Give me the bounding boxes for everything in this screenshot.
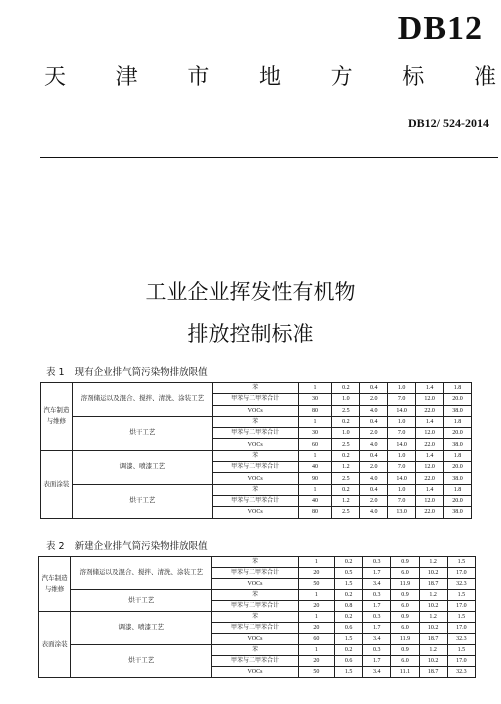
industry-group-cell: 表面涂装 — [41, 450, 73, 518]
pollutant-cell: 苯 — [212, 612, 299, 623]
process-cell: 烘干工艺 — [71, 645, 212, 678]
limit-value-cell: 12.0 — [416, 394, 444, 405]
limit-value-cell: 17.0 — [447, 623, 475, 634]
limit-value-cell: 10.2 — [419, 568, 447, 579]
limit-value-cell: 0.5 — [335, 568, 363, 579]
limit-value-cell: 90 — [298, 473, 332, 484]
standard-number: DB12/ 524-2014 — [408, 116, 489, 130]
limit-value-cell: 6.0 — [391, 601, 419, 612]
pollutant-cell: 甲苯与二甲苯合计 — [212, 601, 299, 612]
limit-value-cell: 2.5 — [332, 507, 360, 518]
limit-value-cell: 7.0 — [388, 462, 416, 473]
limit-value-cell: 50 — [298, 579, 334, 590]
process-cell: 烘干工艺 — [71, 590, 212, 612]
standard-name-char: 地 — [258, 65, 281, 90]
pollutant-cell: 苯 — [212, 383, 298, 394]
pollutant-cell: 甲苯与二甲苯合计 — [212, 623, 299, 634]
limit-value-cell: 32.3 — [447, 579, 475, 590]
limit-value-cell: 32.3 — [447, 634, 475, 645]
limit-value-cell: 22.0 — [416, 473, 444, 484]
pollutant-cell: VOCs — [212, 634, 299, 645]
limit-value-cell: 13.0 — [388, 507, 416, 518]
limit-value-cell: 1.2 — [332, 462, 360, 473]
pollutant-cell: VOCs — [212, 405, 298, 416]
limit-value-cell: 2.0 — [360, 462, 388, 473]
limit-value-cell: 1.4 — [416, 383, 444, 394]
limit-value-cell: 0.4 — [360, 484, 388, 495]
table1-caption — [46, 364, 218, 378]
limit-value-cell: 38.0 — [444, 507, 472, 518]
process-cell: 调漆、喷漆工艺 — [71, 612, 212, 645]
limit-value-cell: 80 — [298, 405, 332, 416]
limit-value-cell: 0.4 — [360, 383, 388, 394]
limit-value-cell: 17.0 — [447, 656, 475, 667]
limit-value-cell: 6.0 — [391, 656, 419, 667]
table2 — [38, 556, 476, 678]
pollutant-cell: VOCs — [212, 667, 299, 678]
limit-value-cell: 22.0 — [416, 439, 444, 450]
limit-value-cell: 14.0 — [388, 439, 416, 450]
limit-value-cell: 12.0 — [416, 495, 444, 506]
limit-value-cell: 1.5 — [447, 645, 475, 656]
document-title-line2: 排放控制标准 — [187, 322, 314, 346]
pollutant-cell: 甲苯与二甲苯合计 — [212, 495, 298, 506]
pollutant-cell: 苯 — [212, 645, 299, 656]
limit-value-cell: 1 — [298, 484, 332, 495]
limit-value-cell: 1.8 — [444, 416, 472, 427]
header-divider — [40, 157, 498, 158]
limit-value-cell: 1.2 — [419, 557, 447, 568]
limit-value-cell: 1.7 — [363, 656, 391, 667]
limit-value-cell: 1.0 — [332, 428, 360, 439]
limit-value-cell: 14.0 — [388, 473, 416, 484]
limit-value-cell: 12.0 — [416, 428, 444, 439]
limit-value-cell: 1.2 — [419, 590, 447, 601]
limit-value-cell: 11.9 — [391, 579, 419, 590]
standard-name-char: 市 — [187, 65, 210, 90]
limit-value-cell: 50 — [298, 667, 334, 678]
limit-value-cell: 0.6 — [335, 656, 363, 667]
limit-value-cell: 0.2 — [332, 383, 360, 394]
limit-value-cell: 2.5 — [332, 405, 360, 416]
limit-value-cell: 1 — [298, 590, 334, 601]
limit-value-cell: 30 — [298, 394, 332, 405]
limit-value-cell: 0.2 — [335, 612, 363, 623]
limit-value-cell: 22.0 — [416, 405, 444, 416]
limit-value-cell: 0.3 — [363, 590, 391, 601]
limit-value-cell: 1.0 — [388, 416, 416, 427]
limit-value-cell: 40 — [298, 495, 332, 506]
pollutant-cell: VOCs — [212, 579, 299, 590]
limit-value-cell: 1.2 — [332, 495, 360, 506]
pollutant-cell: 苯 — [212, 484, 298, 495]
limit-value-cell: 1.5 — [335, 634, 363, 645]
limit-value-cell: 1.0 — [388, 484, 416, 495]
limit-value-cell: 0.2 — [335, 645, 363, 656]
limit-value-cell: 0.9 — [391, 590, 419, 601]
pollutant-cell: 苯 — [212, 416, 298, 427]
limit-value-cell: 40 — [298, 462, 332, 473]
limit-value-cell: 38.0 — [444, 473, 472, 484]
limit-value-cell: 11.1 — [391, 667, 419, 678]
limit-value-cell: 4.0 — [360, 405, 388, 416]
pollutant-cell: 苯 — [212, 557, 299, 568]
pollutant-cell: 甲苯与二甲苯合计 — [212, 394, 298, 405]
limit-value-cell: 0.8 — [335, 601, 363, 612]
limit-value-cell: 7.0 — [388, 495, 416, 506]
limit-value-cell: 18.7 — [419, 634, 447, 645]
limit-value-cell: 11.9 — [391, 634, 419, 645]
limit-value-cell: 10.2 — [419, 623, 447, 634]
limit-value-cell: 0.3 — [363, 612, 391, 623]
limit-value-cell: 0.2 — [332, 450, 360, 461]
limit-value-cell: 12.0 — [416, 462, 444, 473]
table1-label: 表 1 — [46, 367, 65, 378]
limit-value-cell: 6.0 — [391, 623, 419, 634]
table2-title: 新建企业排气筒污染物排放限值 — [74, 541, 208, 552]
limit-value-cell: 60 — [298, 439, 332, 450]
pollutant-cell: 甲苯与二甲苯合计 — [212, 568, 299, 579]
limit-value-cell: 14.0 — [388, 405, 416, 416]
limit-value-cell: 7.0 — [388, 394, 416, 405]
limit-value-cell: 1 — [298, 645, 334, 656]
limit-value-cell: 1.8 — [444, 484, 472, 495]
limit-value-cell: 20 — [298, 601, 334, 612]
pollutant-cell: 苯 — [212, 450, 298, 461]
limit-value-cell: 1 — [298, 416, 332, 427]
limit-value-cell: 1.0 — [388, 450, 416, 461]
pollutant-cell: VOCs — [212, 507, 298, 518]
limit-value-cell: 1.8 — [444, 383, 472, 394]
limit-value-cell: 4.0 — [360, 473, 388, 484]
limit-value-cell: 10.2 — [419, 656, 447, 667]
standard-name-char: 准 — [473, 65, 496, 90]
process-cell: 烘干工艺 — [72, 484, 212, 518]
limit-value-cell: 2.5 — [332, 439, 360, 450]
pollutant-cell: 苯 — [212, 590, 299, 601]
limit-value-cell: 1.2 — [419, 645, 447, 656]
limit-value-cell: 0.9 — [391, 645, 419, 656]
table-row — [41, 450, 472, 461]
standard-code: DB12 — [397, 10, 483, 47]
limit-value-cell: 0.4 — [360, 450, 388, 461]
limit-value-cell: 22.0 — [416, 507, 444, 518]
limit-value-cell: 20 — [298, 656, 334, 667]
limit-value-cell: 30 — [298, 428, 332, 439]
limit-value-cell: 1.7 — [363, 568, 391, 579]
limit-value-cell: 1.7 — [363, 623, 391, 634]
process-cell: 溶剂储运以及混合、搅拌、清洗、涂装工艺 — [72, 383, 212, 417]
pollutant-cell: 甲苯与二甲苯合计 — [212, 462, 298, 473]
limit-value-cell: 0.6 — [335, 623, 363, 634]
limit-value-cell: 0.2 — [335, 557, 363, 568]
limit-value-cell: 2.0 — [360, 495, 388, 506]
process-cell: 烘干工艺 — [72, 416, 212, 450]
industry-group-cell: 汽车制造与维修 — [39, 557, 71, 612]
limit-value-cell: 1.4 — [416, 416, 444, 427]
table-row — [39, 612, 476, 623]
limit-value-cell: 0.9 — [391, 557, 419, 568]
table-row — [41, 484, 472, 495]
limit-value-cell: 17.0 — [447, 568, 475, 579]
limit-value-cell: 20.0 — [444, 462, 472, 473]
document-title-line1: 工业企业挥发性有机物 — [145, 280, 356, 304]
limit-value-cell: 1 — [298, 557, 334, 568]
standard-name-char: 标 — [402, 65, 425, 90]
table-row — [41, 383, 472, 394]
process-cell: 溶剂储运以及混合、搅拌、清洗、涂装工艺 — [71, 557, 212, 590]
limit-value-cell: 80 — [298, 507, 332, 518]
limit-value-cell: 20.0 — [444, 428, 472, 439]
limit-value-cell: 2.0 — [360, 428, 388, 439]
table1-title: 现有企业排气筒污染物排放限值 — [74, 367, 208, 378]
limit-value-cell: 1.7 — [363, 601, 391, 612]
limit-value-cell: 38.0 — [444, 405, 472, 416]
limit-value-cell: 1.5 — [447, 557, 475, 568]
table1 — [40, 382, 472, 519]
limit-value-cell: 1.0 — [388, 383, 416, 394]
limit-value-cell: 0.3 — [363, 645, 391, 656]
limit-value-cell: 0.2 — [332, 416, 360, 427]
industry-group-cell: 表面涂装 — [39, 612, 71, 678]
limit-value-cell: 17.0 — [447, 601, 475, 612]
standard-name-char: 方 — [330, 65, 353, 90]
limit-value-cell: 20.0 — [444, 394, 472, 405]
limit-value-cell: 1.0 — [332, 394, 360, 405]
table-row — [41, 416, 472, 427]
limit-value-cell: 1.5 — [447, 612, 475, 623]
limit-value-cell: 1.4 — [416, 484, 444, 495]
limit-value-cell: 1 — [298, 383, 332, 394]
limit-value-cell: 1.5 — [335, 579, 363, 590]
table-row — [39, 590, 476, 601]
table-row — [39, 645, 476, 656]
standard-name-char: 津 — [115, 65, 138, 90]
table2-label: 表 2 — [46, 541, 65, 552]
limit-value-cell: 0.2 — [335, 590, 363, 601]
pollutant-cell: VOCs — [212, 473, 298, 484]
limit-value-cell: 20 — [298, 568, 334, 579]
limit-value-cell: 60 — [298, 634, 334, 645]
limit-value-cell: 10.2 — [419, 601, 447, 612]
limit-value-cell: 20 — [298, 623, 334, 634]
limit-value-cell: 20.0 — [444, 495, 472, 506]
limit-value-cell: 1.8 — [444, 450, 472, 461]
pollutant-cell: 甲苯与二甲苯合计 — [212, 428, 298, 439]
limit-value-cell: 1 — [298, 450, 332, 461]
pollutant-cell: VOCs — [212, 439, 298, 450]
limit-value-cell: 4.0 — [360, 507, 388, 518]
limit-value-cell: 6.0 — [391, 568, 419, 579]
limit-value-cell: 1.4 — [416, 450, 444, 461]
limit-value-cell: 3.4 — [363, 579, 391, 590]
limit-value-cell: 18.7 — [419, 667, 447, 678]
limit-value-cell: 0.4 — [360, 416, 388, 427]
limit-value-cell: 4.0 — [360, 439, 388, 450]
industry-group-cell: 汽车制造与维修 — [41, 383, 73, 451]
limit-value-cell: 1 — [298, 612, 334, 623]
table2-caption — [46, 538, 218, 552]
limit-value-cell: 0.2 — [332, 484, 360, 495]
standard-name — [44, 60, 496, 91]
pollutant-cell: 甲苯与二甲苯合计 — [212, 656, 299, 667]
standard-name-char: 天 — [44, 65, 67, 90]
limit-value-cell: 1.2 — [419, 612, 447, 623]
process-cell: 调漆、喷漆工艺 — [72, 450, 212, 484]
limit-value-cell: 2.0 — [360, 394, 388, 405]
limit-value-cell: 18.7 — [419, 579, 447, 590]
limit-value-cell: 3.4 — [363, 634, 391, 645]
limit-value-cell: 0.9 — [391, 612, 419, 623]
limit-value-cell: 2.5 — [332, 473, 360, 484]
limit-value-cell: 1.5 — [447, 590, 475, 601]
limit-value-cell: 7.0 — [388, 428, 416, 439]
limit-value-cell: 32.3 — [447, 667, 475, 678]
table-row — [39, 557, 476, 568]
limit-value-cell: 3.4 — [363, 667, 391, 678]
limit-value-cell: 1.5 — [335, 667, 363, 678]
limit-value-cell: 0.3 — [363, 557, 391, 568]
limit-value-cell: 38.0 — [444, 439, 472, 450]
